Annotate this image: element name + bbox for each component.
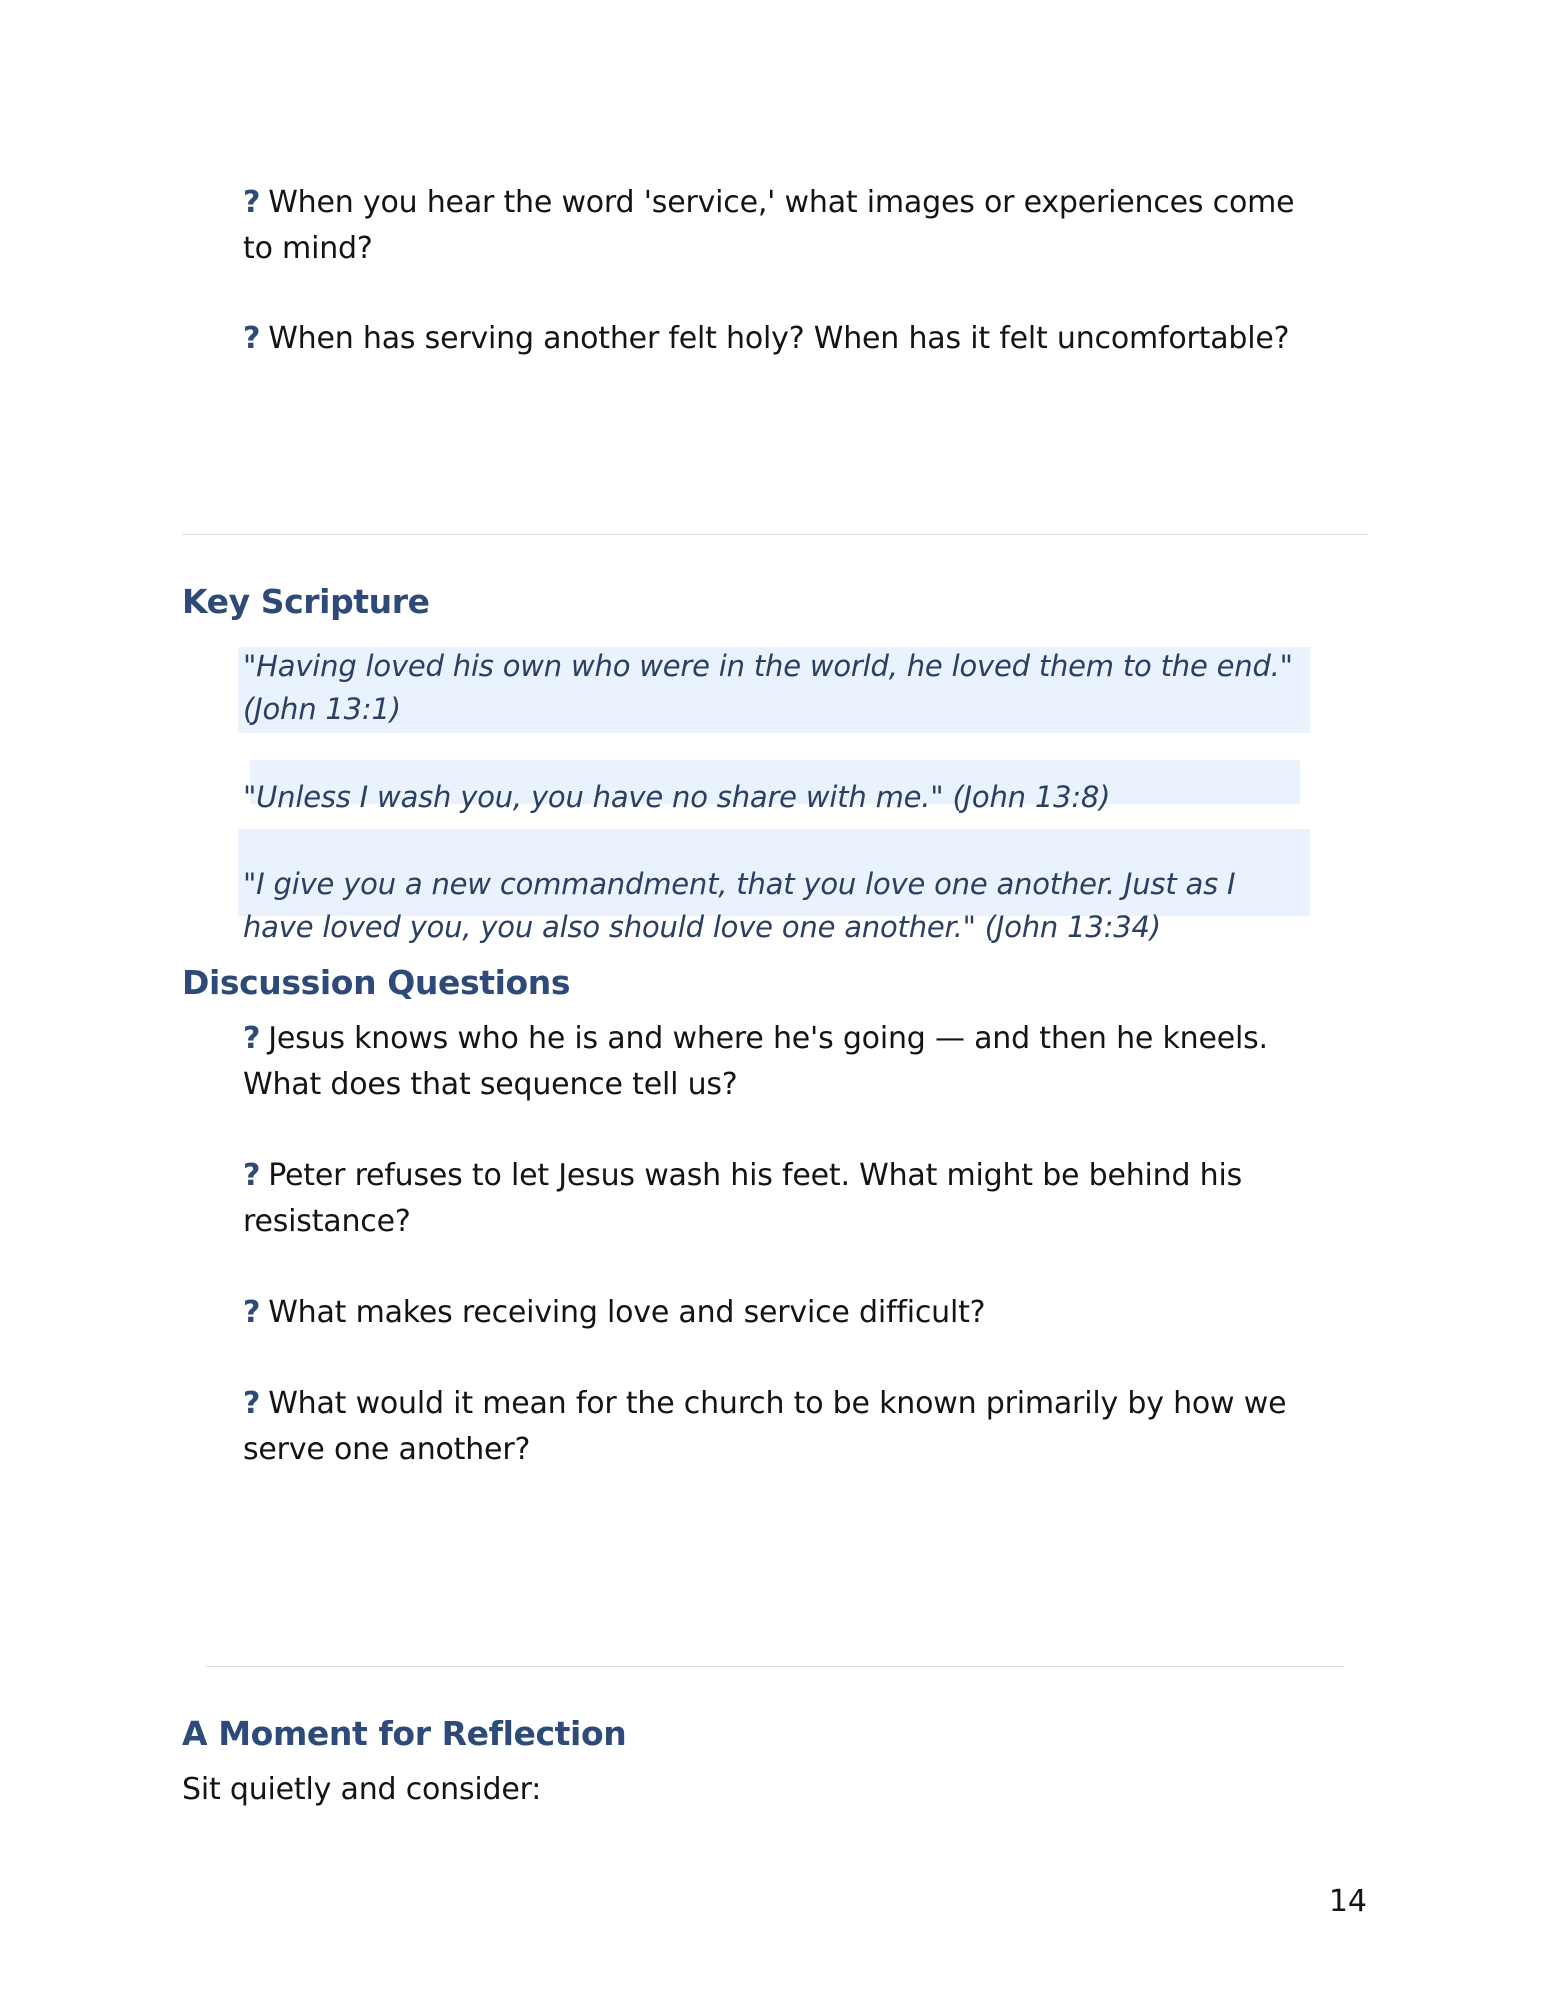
question-text: When you hear the word 'service,' what images or experiences come to mind? [243, 185, 1295, 266]
section-divider [206, 1666, 1344, 1667]
question-mark-icon: ? [243, 1021, 261, 1056]
discussion-question-1 [243, 1016, 1323, 1108]
question-mark-icon: ? [243, 321, 261, 356]
question-mark-icon: ? [243, 1386, 261, 1421]
section-divider [182, 534, 1368, 535]
question-mark-icon: ? [243, 1295, 261, 1330]
reflection-heading: A Moment for Reflection [182, 1714, 627, 1753]
question-text: Jesus knows who he is and where he's going — and then he kneels. What does that sequence tell us? [243, 1021, 1268, 1102]
scripture-quote-1: "Having loved his own who were in the world, he loved them to the end." (John 13:1) [243, 649, 1293, 726]
page-number: 14 [1328, 1884, 1367, 1919]
discussion-heading: Discussion Questions [182, 963, 571, 1002]
opening-question-1 [243, 180, 1323, 272]
discussion-question-3 [243, 1290, 1323, 1336]
reflection-intro: Sit quietly and consider: [182, 1772, 542, 1807]
question-text: What would it mean for the church to be known primarily by how we serve one another? [243, 1386, 1287, 1467]
discussion-question-2 [243, 1153, 1323, 1245]
discussion-question-4 [243, 1381, 1323, 1473]
key-scripture-heading: Key Scripture [182, 582, 430, 621]
opening-question-2 [243, 316, 1323, 362]
question-text: When has serving another felt holy? When has it felt uncomfortable? [268, 321, 1290, 356]
question-text: Peter refuses to let Jesus wash his feet. What might be behind his resistance? [243, 1158, 1243, 1239]
question-mark-icon: ? [243, 1158, 261, 1193]
scripture-quote-2: "Unless I wash you, you have no share with me." (John 13:8) [243, 780, 1111, 814]
question-text: What makes receiving love and service difficult? [268, 1295, 986, 1330]
question-mark-icon: ? [243, 185, 261, 220]
scripture-quote-3: "I give you a new commandment, that you love one another. Just as I have loved you, you also should love one another." (John 13:34) [243, 867, 1236, 944]
